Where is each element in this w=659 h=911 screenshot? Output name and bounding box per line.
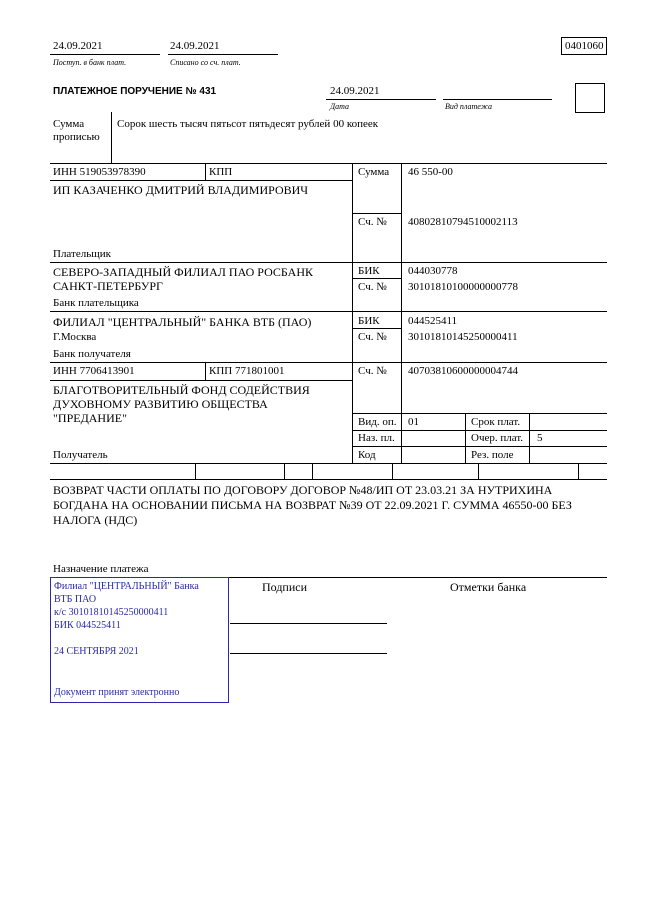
stamp-line-2: ВТБ ПАО — [54, 594, 97, 605]
date-debited-label: Списано со сч. плат. — [170, 58, 241, 67]
payee-account-label: Сч. № — [358, 365, 387, 377]
payee-bank-name-2: Г.Москва — [53, 331, 97, 343]
payer-amount: 46 550-00 — [408, 166, 453, 178]
naz-label: Наз. пл. — [358, 432, 395, 444]
grid-line — [50, 362, 607, 363]
form-code-box — [561, 37, 607, 55]
grid-line — [352, 278, 401, 279]
order-date-label: Дата — [330, 102, 349, 111]
grid-line — [352, 213, 401, 214]
payer-label: Плательщик — [53, 248, 111, 260]
date-received: 24.09.2021 — [53, 40, 103, 52]
stamp-status: Документ принят электронно — [54, 687, 180, 698]
payer-name: ИП КАЗАЧЕНКО ДМИТРИЙ ВЛАДИМИРОВИЧ — [53, 183, 309, 197]
bank-marks-label: Отметки банка — [450, 580, 527, 594]
order-date-line — [326, 99, 436, 100]
grid-line — [50, 262, 607, 263]
tax-field-divider — [478, 463, 479, 479]
amount-words-label-1: Сумма — [53, 118, 85, 130]
kod-label: Код — [358, 449, 376, 461]
grid-line — [50, 311, 607, 312]
payee-kpp: КПП 771801001 — [209, 365, 285, 377]
tax-field-divider — [284, 463, 285, 479]
stamp-line-1: Филиал "ЦЕНТРАЛЬНЫЙ" Банка — [54, 581, 199, 592]
amount-words-divider — [111, 112, 112, 163]
rez-label: Рез. поле — [471, 449, 514, 461]
signature-line-2 — [230, 653, 387, 654]
payer-bank-account: 30101810100000000778 — [408, 281, 518, 293]
payee-bank-bik: 044525411 — [408, 315, 458, 327]
status-box — [575, 83, 605, 113]
order-date: 24.09.2021 — [330, 85, 380, 97]
tax-field-divider — [392, 463, 393, 479]
payee-name-3: "ПРЕДАНИЕ" — [53, 411, 127, 425]
payer-bank-label: Банк плательщика — [53, 297, 139, 309]
date-received-label: Поступ. в банк плат. — [53, 58, 127, 67]
tax-fields-line — [50, 479, 607, 480]
payer-account-label: Сч. № — [358, 216, 387, 228]
grid-line — [352, 446, 607, 447]
payer-bank-bik-label: БИК — [358, 265, 380, 277]
date-debited-line — [168, 54, 278, 55]
payee-bank-account-label: Сч. № — [358, 331, 387, 343]
stamp-line-3: к/с 30101810145250000411 — [54, 607, 169, 618]
amount-words-label-2: прописью — [53, 131, 100, 143]
purpose-line-1: ВОЗВРАТ ЧАСТИ ОПЛАТЫ ПО ДОГОВОРУ ДОГОВОР №48/ИП ОТ 23.03.21 ЗА НУТРИХИНА — [53, 483, 553, 497]
signatures-label: Подписи — [262, 580, 308, 594]
payer-account: 40802810794510002113 — [408, 216, 518, 228]
grid-line — [352, 328, 401, 329]
payer-bank-account-label: Сч. № — [358, 281, 387, 293]
grid-line — [50, 380, 352, 381]
payer-bank-name-2: САНКТ-ПЕТЕРБУРГ — [53, 279, 163, 293]
payee-name-2: ДУХОВНОМУ РАЗВИТИЮ ОБЩЕСТВА — [53, 397, 268, 411]
purpose-line-2: БОГДАНА НА ОСНОВАНИИ ПИСЬМА НА ВОЗВРАТ №39 ОТ 22.09.2021 Г. СУММА 46550-00 БЕЗ — [53, 498, 572, 512]
srok-label: Срок плат. — [471, 416, 521, 428]
tax-field-divider — [195, 463, 196, 479]
purpose-line-3: НАЛОГА (НДС) — [53, 513, 138, 527]
grid-line — [50, 180, 352, 181]
payee-bank-account: 30101810145250000411 — [408, 331, 518, 343]
grid-line — [50, 463, 607, 464]
payer-amount-label: Сумма — [358, 166, 390, 178]
purpose-label: Назначение платежа — [53, 563, 149, 575]
payment-type-label: Вид платежа — [445, 102, 492, 111]
grid-line — [205, 163, 206, 180]
payee-bank-bik-label: БИК — [358, 315, 380, 327]
payment-type-line — [443, 99, 552, 100]
date-debited: 24.09.2021 — [170, 40, 220, 52]
tax-field-divider — [312, 463, 313, 479]
payer-kpp: КПП — [209, 166, 233, 178]
grid-line — [352, 413, 607, 414]
vid-op-value: 01 — [408, 416, 419, 428]
vid-op-label: Вид. оп. — [358, 416, 397, 428]
grid-line — [529, 413, 530, 463]
grid-line — [352, 163, 353, 463]
bank-stamp — [50, 577, 229, 703]
grid-line — [50, 163, 607, 164]
stamp-date: 24 СЕНТЯБРЯ 2021 — [54, 646, 139, 657]
signature-line-1 — [230, 623, 387, 624]
tax-field-divider — [578, 463, 579, 479]
payee-account: 40703810600000004744 — [408, 365, 518, 377]
payee-inn: ИНН 7706413901 — [53, 365, 135, 377]
grid-line — [205, 362, 206, 380]
form-code: 0401060 — [565, 40, 604, 52]
payer-inn: ИНН 519053978390 — [53, 166, 146, 178]
grid-line — [465, 413, 466, 463]
payee-name-1: БЛАГОТВОРИТЕЛЬНЫЙ ФОНД СОДЕЙСТВИЯ — [53, 383, 310, 397]
grid-line — [401, 163, 402, 463]
grid-line — [352, 430, 607, 431]
stamp-line-4: БИК 044525411 — [54, 620, 121, 631]
payee-label: Получатель — [53, 449, 108, 461]
payee-bank-name-1: ФИЛИАЛ "ЦЕНТРАЛЬНЫЙ" БАНКА ВТБ (ПАО) — [53, 315, 312, 329]
payee-bank-label: Банк получателя — [53, 348, 131, 360]
order-title: ПЛАТЕЖНОЕ ПОРУЧЕНИЕ № 431 — [53, 86, 217, 97]
date-received-line — [50, 54, 160, 55]
payer-bank-name-1: СЕВЕРО-ЗАПАДНЫЙ ФИЛИАЛ ПАО РОСБАНК — [53, 265, 314, 279]
ocher-value: 5 — [537, 432, 543, 444]
amount-words-value: Сорок шесть тысяч пятьсот пятьдесят рублей 00 копеек — [117, 118, 379, 130]
payer-bank-bik: 044030778 — [408, 265, 458, 277]
ocher-label: Очер. плат. — [471, 432, 524, 444]
